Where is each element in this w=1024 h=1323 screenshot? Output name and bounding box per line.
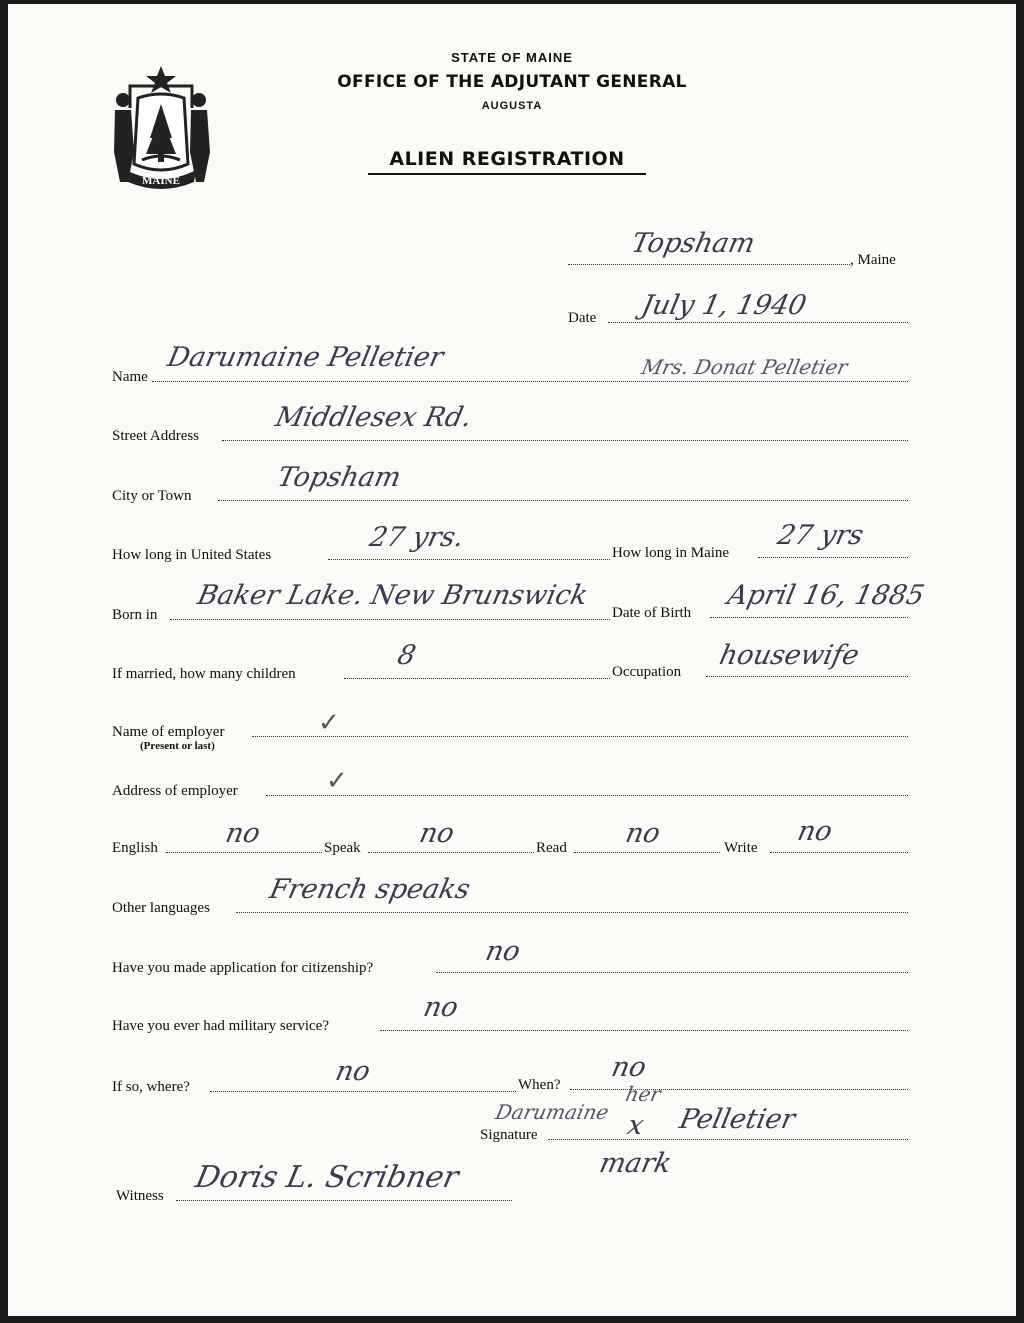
speak-label: Speak bbox=[324, 840, 361, 856]
english-line bbox=[166, 852, 322, 853]
when-label: When? bbox=[518, 1077, 561, 1093]
other-lang-value[interactable]: French speaks bbox=[266, 874, 473, 905]
read-label: Read bbox=[536, 840, 567, 856]
write-value[interactable]: no bbox=[794, 816, 835, 847]
us-long-label: How long in United States bbox=[112, 547, 272, 563]
military-line bbox=[380, 1030, 908, 1031]
city-heading: AUGUSTA bbox=[481, 100, 543, 112]
date-label: Date bbox=[568, 310, 597, 326]
signature-mark: mark bbox=[596, 1148, 675, 1179]
military-value[interactable]: no bbox=[420, 992, 461, 1023]
speak-value[interactable]: no bbox=[416, 818, 457, 849]
employer-sub-label: (Present or last) bbox=[140, 740, 215, 752]
city-line bbox=[218, 500, 908, 501]
signature-x: x bbox=[624, 1110, 647, 1141]
military-label: Have you ever had military service? bbox=[112, 1018, 329, 1034]
employer-check-icon[interactable]: ✓ bbox=[318, 708, 340, 738]
born-line bbox=[170, 619, 610, 620]
form-title: ALIEN REGISTRATION bbox=[368, 148, 646, 175]
witness-value[interactable]: Doris L. Scribner bbox=[192, 1160, 462, 1195]
where-label: If so, where? bbox=[112, 1079, 190, 1095]
signature-last[interactable]: Pelletier bbox=[676, 1104, 798, 1135]
office-heading: OFFICE OF THE ADJUTANT GENERAL bbox=[337, 72, 687, 92]
other-lang-label: Other languages bbox=[112, 900, 210, 916]
witness-label: Witness bbox=[116, 1188, 164, 1204]
us-long-value[interactable]: 27 yrs. bbox=[366, 522, 467, 553]
street-line bbox=[222, 440, 908, 441]
street-label: Street Address bbox=[112, 428, 200, 444]
city-value[interactable]: Topsham bbox=[274, 462, 404, 493]
when-line bbox=[570, 1089, 908, 1090]
emp-addr-line bbox=[266, 795, 908, 796]
born-value[interactable]: Baker Lake. New Brunswick bbox=[194, 580, 591, 611]
signature-her: her bbox=[623, 1082, 663, 1106]
emp-addr-check-icon[interactable]: ✓ bbox=[326, 766, 348, 796]
dob-line bbox=[710, 617, 908, 618]
signature-label: Signature bbox=[480, 1127, 538, 1143]
occupation-label: Occupation bbox=[612, 664, 682, 680]
where-line bbox=[210, 1091, 516, 1092]
speak-line bbox=[368, 852, 534, 853]
english-value[interactable]: no bbox=[222, 818, 263, 849]
seal-banner-text: MAINE bbox=[142, 175, 180, 187]
name-label: Name bbox=[112, 369, 148, 385]
name-line bbox=[152, 381, 908, 382]
place-suffix-label: , Maine bbox=[850, 252, 896, 268]
me-long-line bbox=[758, 557, 908, 558]
where-value[interactable]: no bbox=[332, 1056, 373, 1087]
children-line bbox=[344, 678, 610, 679]
me-long-value[interactable]: 27 yrs bbox=[774, 520, 867, 551]
occupation-value[interactable]: housewife bbox=[716, 640, 862, 671]
write-label: Write bbox=[724, 840, 758, 856]
me-long-label: How long in Maine bbox=[612, 545, 730, 561]
state-heading: STATE OF MAINE bbox=[451, 50, 573, 65]
read-value[interactable]: no bbox=[622, 818, 663, 849]
date-value[interactable]: July 1, 1940 bbox=[638, 290, 810, 321]
born-label: Born in bbox=[112, 607, 158, 623]
signature-first[interactable]: Darumaine bbox=[493, 1100, 611, 1124]
other-lang-line bbox=[236, 912, 908, 913]
emp-addr-label: Address of employer bbox=[112, 783, 238, 799]
citizenship-label: Have you made application for citizenship? bbox=[112, 960, 374, 976]
occupation-line bbox=[706, 676, 908, 677]
street-value[interactable]: Middlesex Rd. bbox=[272, 402, 475, 433]
employer-label: Name of employer bbox=[112, 724, 225, 740]
place-line bbox=[568, 264, 850, 265]
children-value[interactable]: 8 bbox=[394, 640, 419, 671]
us-long-line bbox=[328, 559, 610, 560]
write-line bbox=[770, 852, 908, 853]
name-alt-value[interactable]: Mrs. Donat Pelletier bbox=[639, 355, 850, 379]
city-label: City or Town bbox=[112, 488, 192, 504]
place-value[interactable]: Topsham bbox=[628, 228, 758, 259]
when-value[interactable]: no bbox=[608, 1052, 649, 1083]
citizenship-line bbox=[436, 972, 908, 973]
citizenship-value[interactable]: no bbox=[482, 936, 523, 967]
date-line bbox=[608, 322, 908, 323]
dob-value[interactable]: April 16, 1885 bbox=[724, 580, 928, 611]
witness-line bbox=[176, 1200, 512, 1201]
children-label: If married, how many children bbox=[112, 666, 296, 682]
read-line bbox=[574, 852, 720, 853]
english-label: English bbox=[112, 840, 158, 856]
dob-label: Date of Birth bbox=[612, 605, 692, 621]
name-value[interactable]: Darumaine Pelletier bbox=[164, 342, 447, 373]
employer-line bbox=[252, 736, 908, 737]
signature-line bbox=[548, 1139, 908, 1140]
